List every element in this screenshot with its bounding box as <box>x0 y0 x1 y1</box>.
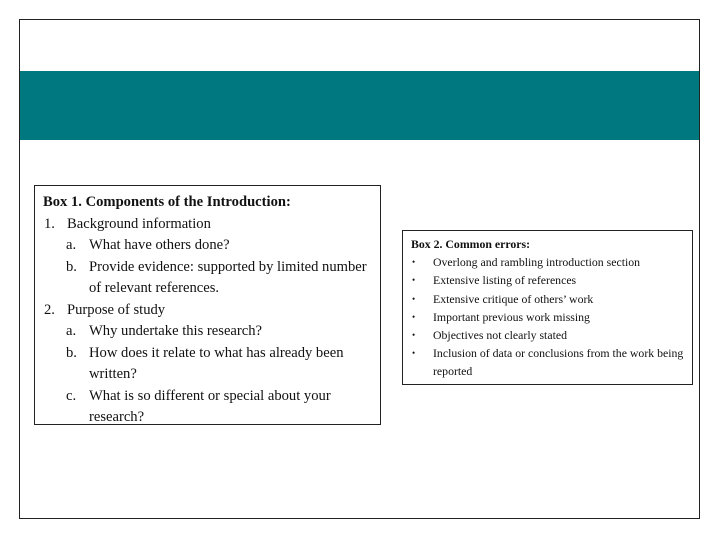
list-item <box>411 290 684 308</box>
bullet-icon: • <box>412 348 416 359</box>
list-item <box>43 235 372 257</box>
item-label: Purpose of study <box>67 301 166 318</box>
item-label: Extensive critique of others’ work <box>433 291 594 306</box>
bullet-icon: • <box>412 257 416 268</box>
bullet-icon: • <box>412 311 416 322</box>
list-item <box>43 257 372 300</box>
item-number: 2. <box>44 301 55 318</box>
list-item <box>411 326 684 344</box>
list-item <box>43 300 372 322</box>
item-number: 1. <box>44 215 55 232</box>
item-number: b. <box>66 344 77 361</box>
list-item <box>411 344 684 380</box>
item-number: b. <box>66 258 77 275</box>
item-label: Why undertake this research? <box>89 323 263 339</box>
bullet-icon: • <box>412 293 416 304</box>
list-item <box>43 386 372 429</box>
item-label: Extensive listing of references <box>433 273 577 288</box>
item-label: What is so different or special about your research? <box>89 387 331 425</box>
common-errors-list <box>411 253 684 380</box>
item-label: How does it relate to what has already been written? <box>89 344 344 382</box>
components-box <box>34 185 381 425</box>
bullet-icon: • <box>412 330 416 341</box>
list-item <box>411 308 684 326</box>
item-label: Objectives not clearly stated <box>433 328 567 343</box>
list-item <box>411 271 684 289</box>
list-item <box>43 214 372 236</box>
common-errors-box <box>402 230 693 385</box>
common-errors-box-title: Box 2. Common errors: <box>411 237 531 251</box>
item-label: Important previous work missing <box>433 309 590 324</box>
header-banner <box>20 71 699 140</box>
item-label: Inclusion of data or conclusions from the work being reported <box>433 346 684 379</box>
components-list <box>43 214 372 429</box>
item-number: c. <box>66 387 77 404</box>
bullet-icon: • <box>412 275 416 286</box>
list-item <box>43 343 372 386</box>
item-label: Background information <box>67 215 211 232</box>
item-number: a. <box>66 323 77 339</box>
list-item <box>411 253 684 271</box>
slide <box>19 19 700 519</box>
list-item <box>43 321 372 343</box>
item-label: Provide evidence: supported by limited number of relevant references. <box>89 258 367 296</box>
item-label: What have others done? <box>89 237 230 253</box>
item-label: Overlong and rambling introduction section <box>433 255 641 270</box>
components-box-title: Box 1. Components of the Introduction: <box>43 194 291 210</box>
item-number: a. <box>66 237 77 253</box>
